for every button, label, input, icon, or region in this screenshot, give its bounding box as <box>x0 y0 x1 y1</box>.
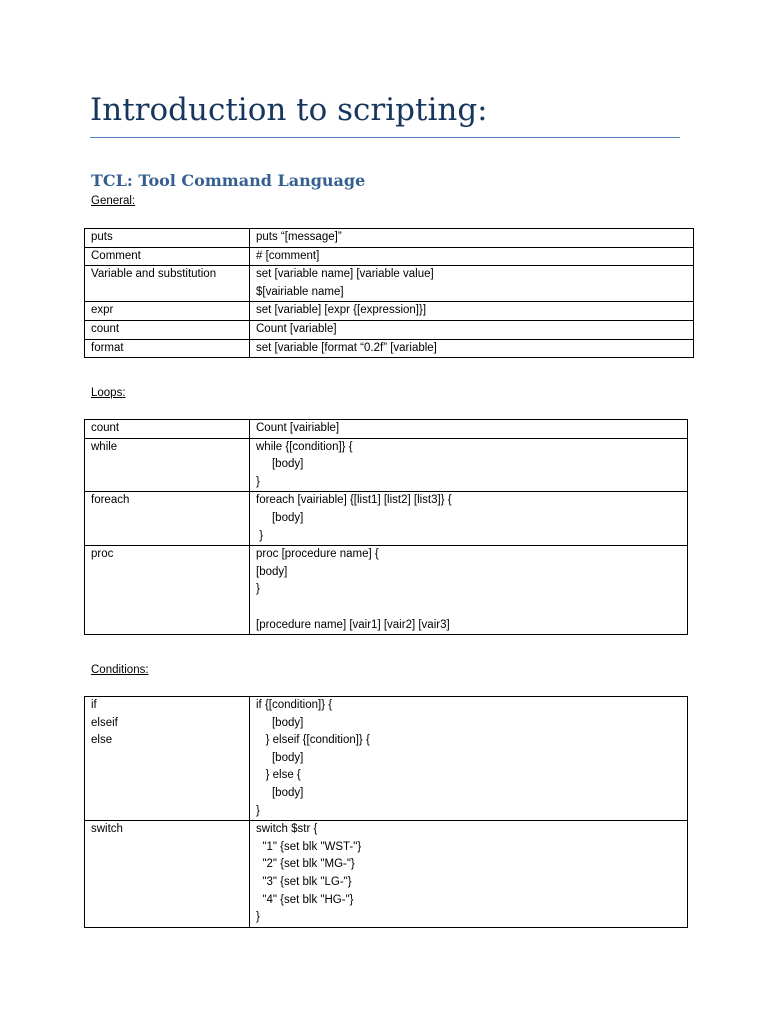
syntax-line: [body] <box>256 565 288 578</box>
syntax-cell <box>250 247 694 266</box>
command-name-cell <box>85 266 250 302</box>
table-row <box>85 546 688 635</box>
syntax-line: # [comment] <box>256 249 320 262</box>
syntax-line <box>256 599 681 617</box>
syntax-cell <box>250 438 688 492</box>
syntax-line: [body] <box>256 511 304 524</box>
command-name: count <box>91 322 120 335</box>
title-underline <box>90 137 680 138</box>
syntax-line: if {[condition]} { <box>256 699 333 711</box>
table-row <box>85 420 688 439</box>
command-name-cell <box>85 420 250 439</box>
command-name: while <box>91 440 118 453</box>
command-name: switch <box>91 823 123 836</box>
command-name: elseif <box>91 716 118 729</box>
syntax-line: } <box>256 911 260 924</box>
syntax-cell <box>250 320 694 339</box>
command-name-cell <box>85 697 250 821</box>
syntax-line: } elseif {[condition]} { <box>256 734 370 747</box>
syntax-line: set [variable name] [variable value] <box>256 268 434 281</box>
syntax-cell <box>250 339 694 358</box>
syntax-cell <box>250 229 694 248</box>
table-row <box>85 492 688 546</box>
syntax-line: proc [procedure name] { <box>256 548 379 561</box>
syntax-line: while {[condition]} { <box>256 440 353 453</box>
command-name: foreach <box>91 494 130 507</box>
general-label: General <box>91 195 132 207</box>
conditions-label: Conditions <box>91 664 146 676</box>
command-name-cell <box>85 229 250 248</box>
command-name: if <box>91 699 97 711</box>
syntax-cell <box>250 492 688 546</box>
command-name: proc <box>91 548 114 561</box>
table-row <box>85 821 688 928</box>
command-name: Comment <box>91 249 141 262</box>
syntax-line: } <box>256 529 264 542</box>
syntax-cell <box>250 302 694 321</box>
table-row <box>85 438 688 492</box>
conditions-section-heading: Conditions: <box>91 664 149 676</box>
general-section-heading: General: <box>91 195 136 207</box>
table-row <box>85 302 694 321</box>
syntax-line: } else { <box>256 769 301 782</box>
table-row <box>85 339 694 358</box>
syntax-line: "4" {set blk "HG-"} <box>256 893 354 906</box>
subtitle: TCL: Tool Command Language <box>91 171 366 190</box>
syntax-line: "2" {set blk "MG-"} <box>256 858 355 871</box>
syntax-line: [body] <box>256 716 304 729</box>
command-name: expr <box>91 304 114 317</box>
syntax-line: $[vairiable name] <box>256 285 344 298</box>
syntax-line: set [variable [format “0.2f” [variable] <box>256 341 437 354</box>
syntax-line: } <box>256 804 260 817</box>
command-name-cell <box>85 546 250 635</box>
command-name: Variable and substitution <box>91 268 217 281</box>
syntax-line: [body] <box>256 751 304 764</box>
command-name: else <box>91 734 113 747</box>
command-name-cell <box>85 492 250 546</box>
syntax-line: } <box>256 583 260 596</box>
table-row <box>85 247 694 266</box>
command-name: puts <box>91 231 113 243</box>
syntax-cell <box>250 546 688 635</box>
command-name: format <box>91 341 124 354</box>
syntax-line: [procedure name] [vair1] [vair2] [vair3] <box>256 618 450 631</box>
syntax-line: Count [variable] <box>256 322 337 335</box>
syntax-cell <box>250 266 694 302</box>
syntax-line: "1" {set blk "WST-"} <box>256 840 362 853</box>
syntax-line: puts “[message]” <box>256 231 342 243</box>
syntax-line: Count [vairiable] <box>256 422 340 434</box>
command-name-cell <box>85 320 250 339</box>
command-name-cell <box>85 339 250 358</box>
command-name-cell <box>85 438 250 492</box>
table-row <box>85 697 688 821</box>
command-name-cell <box>85 247 250 266</box>
syntax-line: "3" {set blk "LG-"} <box>256 875 352 888</box>
command-name: count <box>91 422 120 434</box>
loops-table <box>84 419 688 635</box>
syntax-line: } <box>256 475 260 488</box>
table-row <box>85 229 694 248</box>
syntax-line: [body] <box>256 786 304 799</box>
syntax-line: switch $str { <box>256 823 318 836</box>
syntax-line: foreach [vairiable] {[list1] [list2] [list3]} { <box>256 494 452 507</box>
general-table <box>84 228 694 358</box>
loops-section-heading: Loops: <box>91 387 126 399</box>
syntax-line: set [variable] [expr {[expression]}] <box>256 304 427 317</box>
syntax-cell <box>250 821 688 928</box>
syntax-cell <box>250 697 688 821</box>
syntax-line: [body] <box>256 458 304 471</box>
command-name-cell <box>85 302 250 321</box>
table-row <box>85 320 694 339</box>
syntax-cell <box>250 420 688 439</box>
page-title: Introduction to scripting: <box>90 92 488 128</box>
table-row <box>85 266 694 302</box>
command-name-cell <box>85 821 250 928</box>
conditions-table <box>84 696 688 928</box>
loops-label: Loops <box>91 387 123 399</box>
